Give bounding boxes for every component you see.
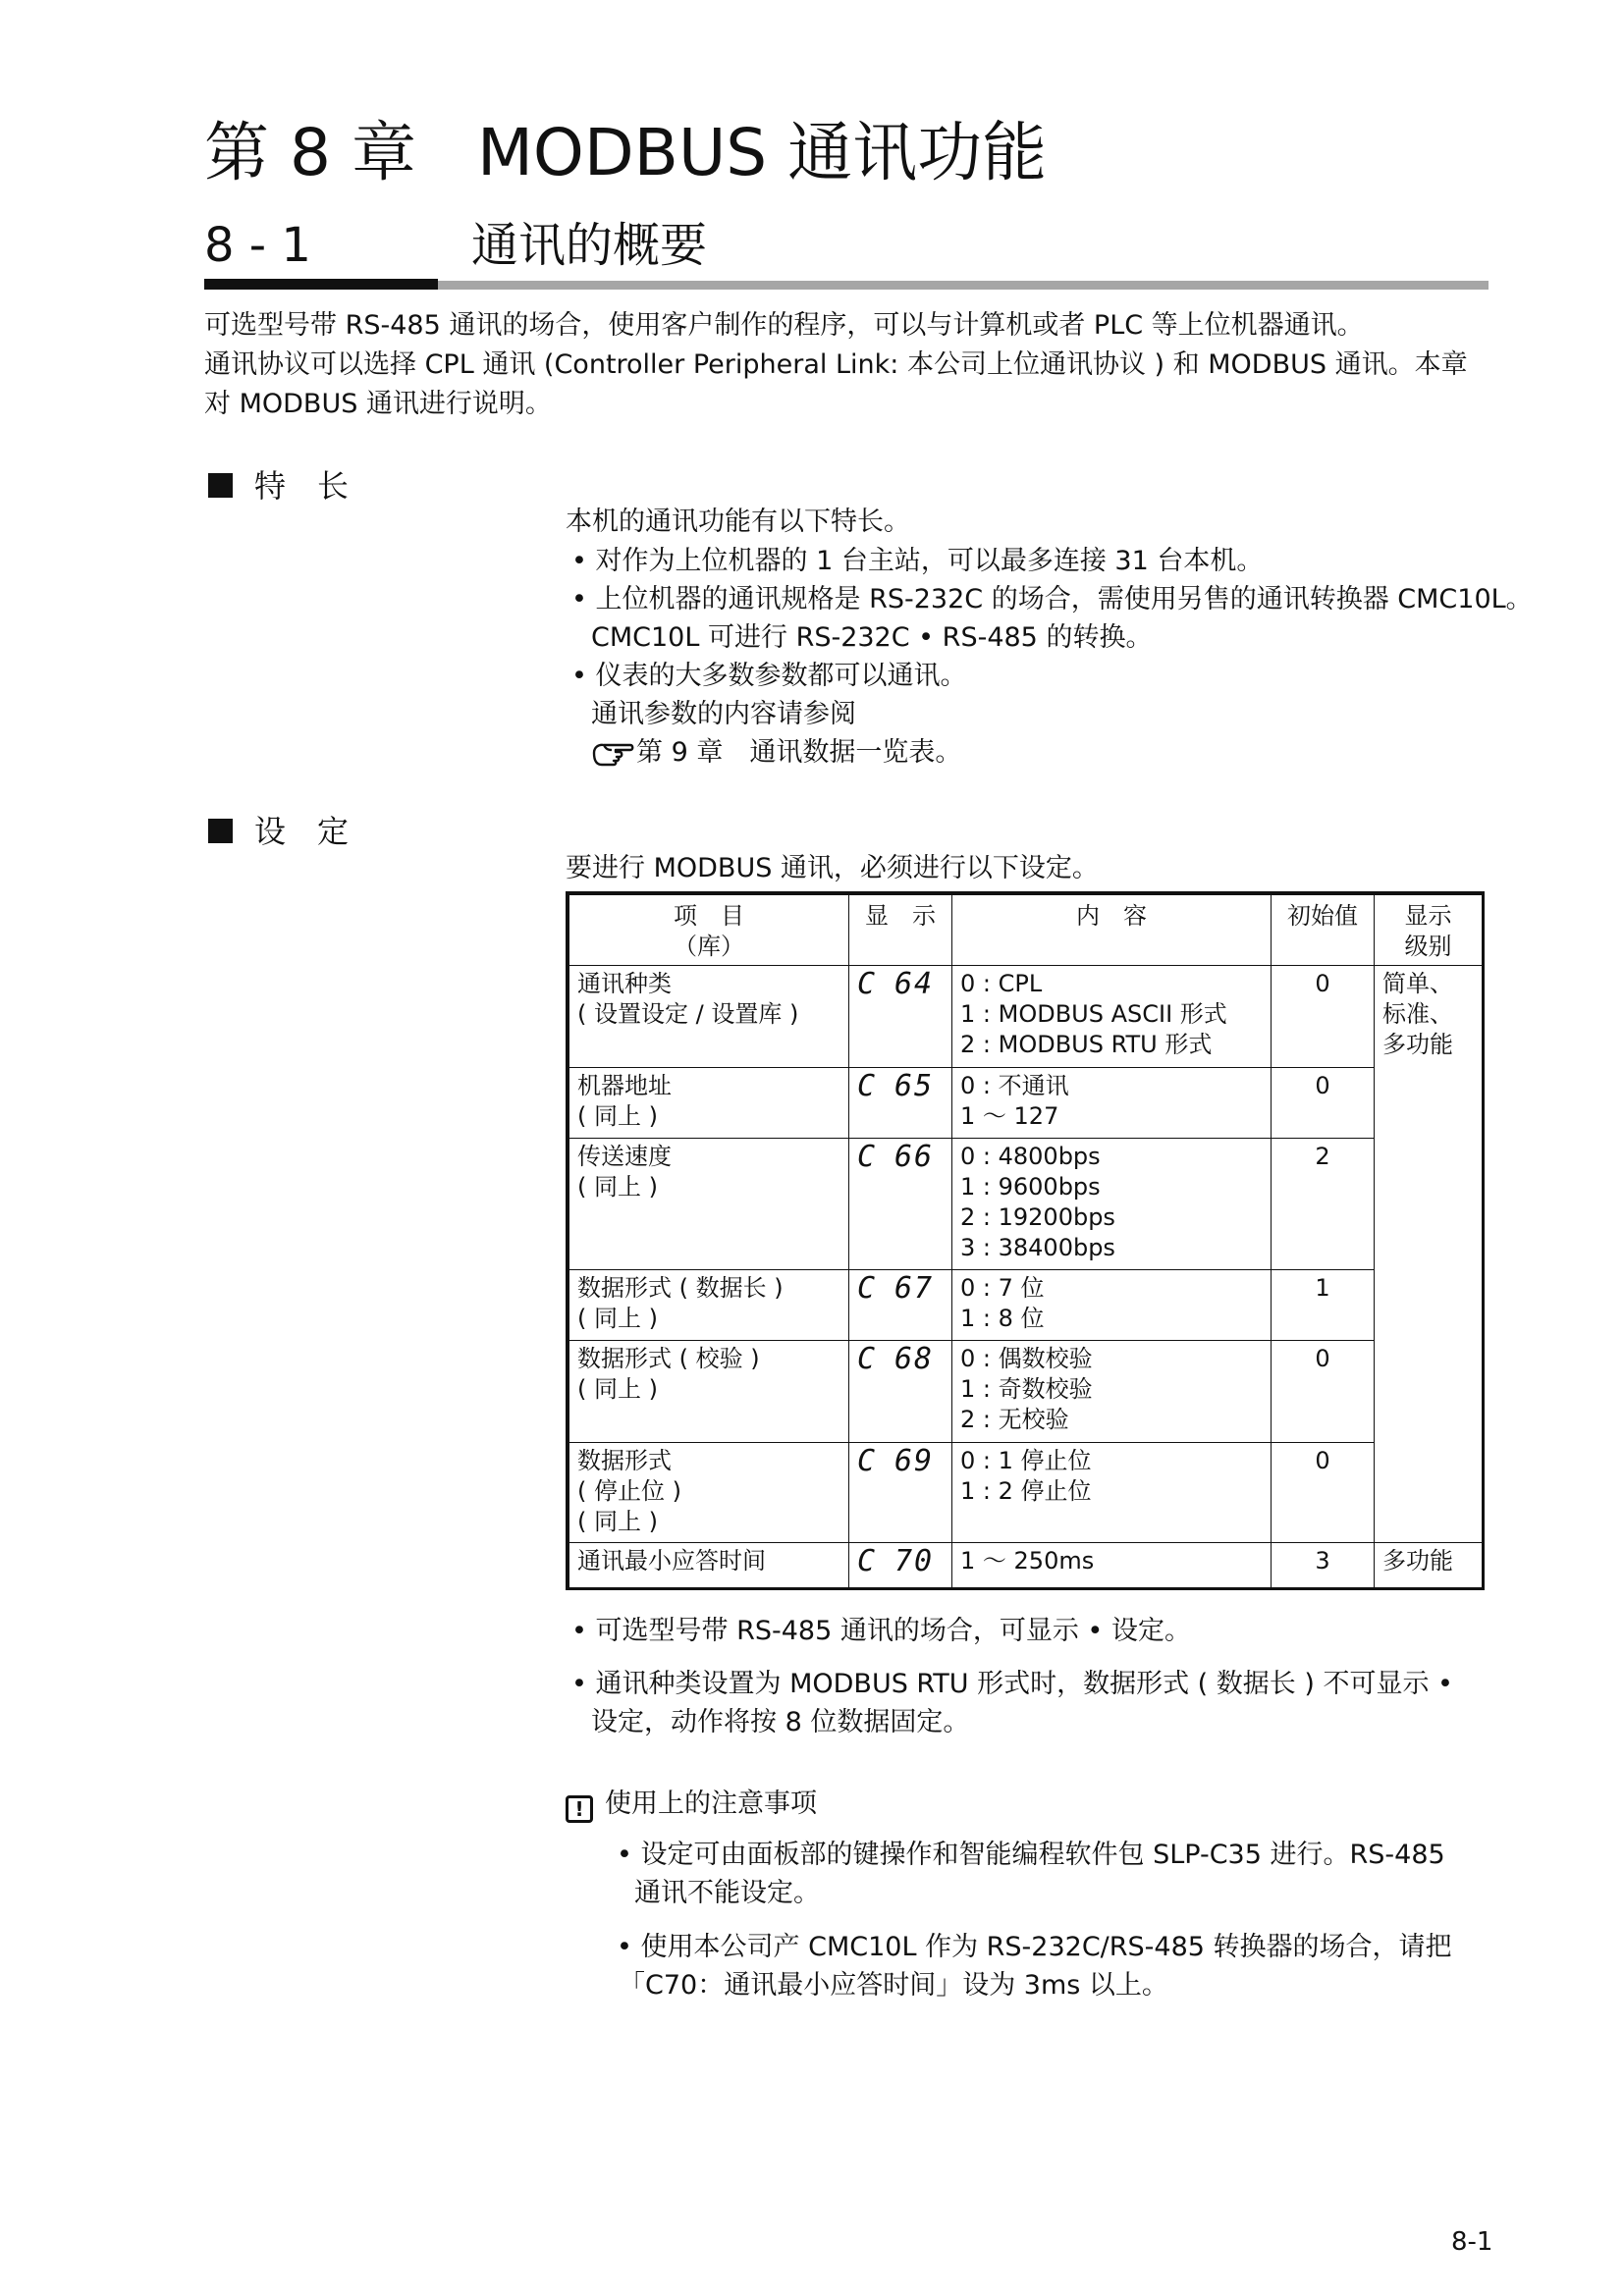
caution-item: • 设定可由面板部的键操作和智能编程软件包 SLP-C35 进行。RS-485 <box>617 1840 1445 1870</box>
cell-display: C 69 <box>849 1443 952 1543</box>
caution-item-cont: 「C70：通讯最小应答时间」设为 3ms 以上。 <box>619 1970 1168 2001</box>
cell-content: 0 : 不通讯 1 ～ 127 <box>952 1068 1272 1139</box>
intro-line: 对 MODBUS 通讯进行说明。 <box>204 389 552 419</box>
cell-content: 0 : CPL 1 : MODBUS ASCII 形式 2 : MODBUS RTU 形式 <box>952 966 1272 1068</box>
display-code: 66 <box>894 1140 935 1174</box>
cell-content: 1 ～ 250ms <box>952 1543 1272 1590</box>
feature-bullet-cont: CMC10L 可进行 RS-232C • RS-485 的转换。 <box>591 622 1153 653</box>
display-code: 64 <box>894 967 935 1001</box>
table-row <box>569 1139 1483 1270</box>
section-title: 通讯的概要 <box>471 218 708 273</box>
cell-item: 数据形式 ( 停止位 ) ( 同上 ) <box>569 1443 849 1543</box>
header-content: 内 容 <box>952 895 1272 966</box>
chapter-name: MODBUS 通讯功能 <box>476 115 1048 190</box>
chapter-title <box>204 108 1047 198</box>
intro-line: 可选型号带 RS-485 通讯的场合，使用客户制作的程序，可以与计算机或者 PLC 等上位机器通讯。 <box>204 310 1364 341</box>
display-code: 69 <box>894 1444 935 1478</box>
section-rule-dark <box>204 279 438 290</box>
cell-initial: 0 <box>1272 966 1375 1068</box>
square-bullet-icon <box>208 473 233 498</box>
display-code: 68 <box>894 1342 935 1376</box>
square-bullet-icon <box>208 819 233 843</box>
cell-initial: 3 <box>1272 1543 1375 1590</box>
cell-display: C 68 <box>849 1341 952 1443</box>
cell-item: 通讯种类 ( 设置设定 / 设置库 ) <box>569 966 849 1068</box>
display-code: 67 <box>894 1271 935 1306</box>
features-heading: 特 长 <box>208 465 349 507</box>
caution-heading: ! 使用上的注意事项 <box>566 1785 817 1823</box>
cell-content: 0 : 7 位 1 : 8 位 <box>952 1270 1272 1341</box>
table-row <box>569 966 1483 1068</box>
feature-reference: 第 9 章 通讯数据一览表。 <box>591 733 961 772</box>
intro-line: 通讯协议可以选择 CPL 通讯 (Controller Peripheral Link: 本公司上位通讯协议 ) 和 MODBUS 通讯。本章 <box>204 349 1468 380</box>
cell-display: C 70 <box>849 1543 952 1590</box>
cell-item: 数据形式 ( 数据长 ) ( 同上 ) <box>569 1270 849 1341</box>
cell-level: 多功能 <box>1375 1543 1483 1590</box>
cell-content: 0 : 1 停止位 1 : 2 停止位 <box>952 1443 1272 1543</box>
table-row <box>569 1341 1483 1443</box>
cell-level: 简单、 标准、 多功能 <box>1375 966 1483 1543</box>
cell-content: 0 : 偶数校验 1 : 奇数校验 2 : 无校验 <box>952 1341 1272 1443</box>
cell-initial: 0 <box>1272 1341 1375 1443</box>
settings-table <box>566 891 1485 1590</box>
section-rule-gray <box>438 281 1489 290</box>
feature-bullet: • 上位机器的通讯规格是 RS-232C 的场合，需使用另售的通讯转换器 CMC10L。 <box>571 584 1533 614</box>
feature-bullet: • 对作为上位机器的 1 台主站，可以最多连接 31 台本机。 <box>571 546 1264 576</box>
settings-lead: 要进行 MODBUS 通讯，必须进行以下设定。 <box>566 853 1099 883</box>
header-display: 显 示 <box>849 895 952 966</box>
display-code: 65 <box>894 1069 935 1103</box>
section-number: 8 - 1 <box>204 218 311 273</box>
page-number: 8-1 <box>1451 2227 1493 2257</box>
cell-item: 通讯最小应答时间 <box>569 1543 849 1590</box>
header-item: 项 目 （库） <box>569 895 849 966</box>
display-code: 70 <box>894 1544 935 1578</box>
features-lead: 本机的通讯功能有以下特长。 <box>566 507 910 537</box>
cell-item: 机器地址 ( 同上 ) <box>569 1068 849 1139</box>
header-level: 显示 级别 <box>1375 895 1483 966</box>
cell-initial: 0 <box>1272 1443 1375 1543</box>
cell-initial: 2 <box>1272 1139 1375 1270</box>
cell-item: 数据形式 ( 校验 ) ( 同上 ) <box>569 1341 849 1443</box>
table-row <box>569 1543 1483 1590</box>
chapter-prefix: 第 8 章 <box>204 115 416 190</box>
settings-heading: 设 定 <box>208 811 349 852</box>
cell-display: C 64 <box>849 966 952 1068</box>
cell-display: C 67 <box>849 1270 952 1341</box>
table-row <box>569 1270 1483 1341</box>
pointing-hand-icon <box>591 737 634 767</box>
caution-item: • 使用本公司产 CMC10L 作为 RS-232C/RS-485 转换器的场合，请把 <box>617 1932 1452 1962</box>
settings-note-cont: 设定，动作将按 8 位数据固定。 <box>591 1707 970 1737</box>
cell-initial: 0 <box>1272 1068 1375 1139</box>
feature-bullet: • 仪表的大多数参数都可以通讯。 <box>571 661 967 691</box>
table-row <box>569 1443 1483 1543</box>
header-initial: 初始值 <box>1272 895 1375 966</box>
caution-item-cont: 通讯不能设定。 <box>634 1878 820 1908</box>
cell-display: C 65 <box>849 1068 952 1139</box>
cell-display: C 66 <box>849 1139 952 1270</box>
cell-item: 传送速度 ( 同上 ) <box>569 1139 849 1270</box>
settings-note: • 通讯种类设置为 MODBUS RTU 形式时，数据形式 ( 数据长 ) 不可显示 • <box>571 1669 1453 1699</box>
feature-bullet-cont: 通讯参数的内容请参阅 <box>591 699 856 729</box>
cell-content: 0 : 4800bps 1 : 9600bps 2 : 19200bps 3 : 38400bps <box>952 1139 1272 1270</box>
table-row <box>569 1068 1483 1139</box>
settings-note: • 可选型号带 RS-485 通讯的场合，可显示 • 设定。 <box>571 1616 1191 1646</box>
cell-initial: 1 <box>1272 1270 1375 1341</box>
warning-icon: ! <box>566 1795 593 1823</box>
